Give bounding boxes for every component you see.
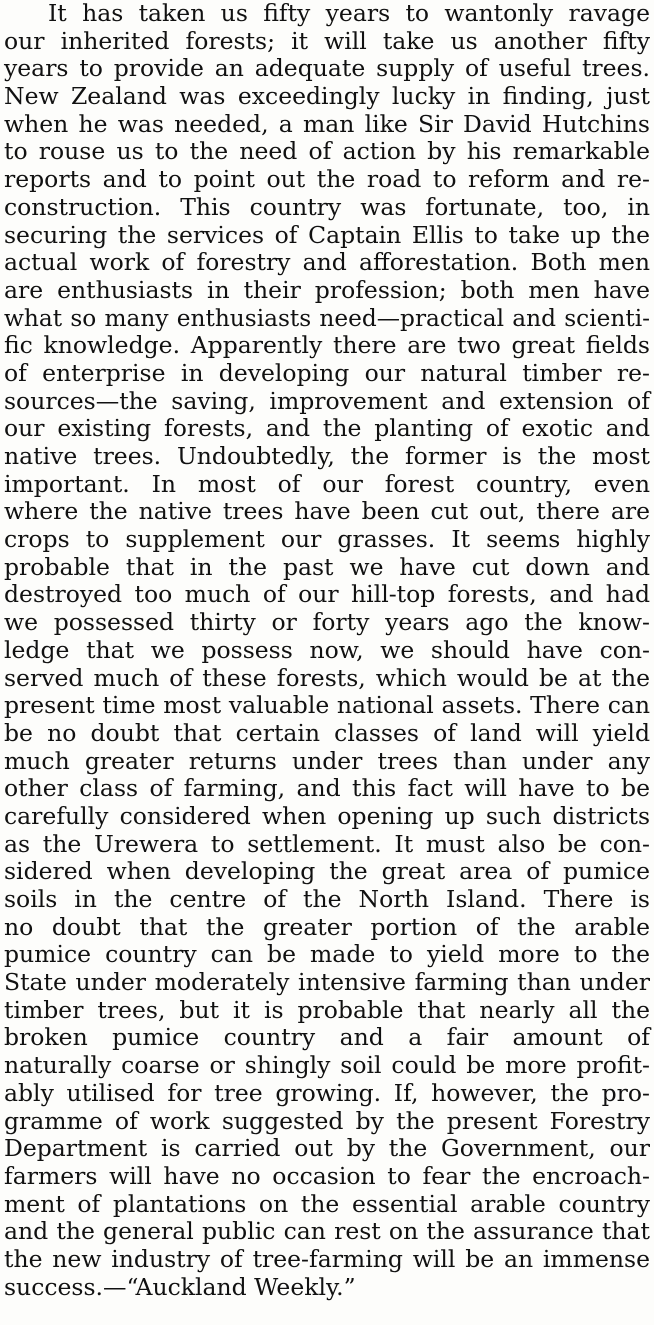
article-line: much greater returns under trees than under any [4,746,650,775]
article-line: New Zealand was exceedingly lucky in finding, just [4,82,650,111]
article-line: sidered when developing the great area of pumice [4,857,650,886]
article-line: gramme of work suggested by the present Forestry [4,1106,650,1135]
article-line: Department is carried out by the Government, our [4,1134,650,1163]
article-line: years to provide an adequate supply of useful trees. [4,54,650,83]
article-line: our existing forests, and the planting of exotic and [4,414,650,443]
article-line: securing the services of Captain Ellis to take up the [4,220,650,249]
article-line: pumice country can be made to yield more to the [4,940,650,969]
article-line: and the general public can rest on the assurance that [4,1217,650,1246]
article-line: construction. This country was fortunate, too, in [4,192,650,221]
article-line: destroyed too much of our hill-top forests, and had [4,580,650,609]
article-line: to rouse us to the need of action by his remarkable [4,137,650,166]
article-line: where the native trees have been cut out, there are [4,497,650,526]
article-line: other class of farming, and this fact will have to be [4,774,650,803]
article-line: broken pumice country and a fair amount of [4,1023,650,1052]
article-line: ledge that we possess now, we should have con- [4,635,650,664]
article-line: are enthusiasts in their profession; both men have [4,275,650,304]
article-line: when he was needed, a man like Sir David Hutchins [4,109,650,138]
article-line: soils in the centre of the North Island. There is [4,885,650,913]
article-line: carefully considered when opening up such districts [4,801,650,830]
article-line: ment of plantations on the essential arable country [4,1189,650,1218]
article-line: reports and to point out the road to reform and re- [4,165,650,194]
article-line: State under moderately intensive farming than under [4,968,650,997]
article-line: we possessed thirty or forty years ago the know- [4,608,650,637]
article-line: actual work of forestry and afforestation. Both men [4,248,650,277]
article-line: fic knowledge. Apparently there are two great fields [4,331,650,360]
article-line: what so many enthusiasts need—practical and scienti- [4,304,650,332]
article-line: be no doubt that certain classes of land will yield [4,718,650,747]
article-line: served much of these forests, which would be at the [4,663,650,692]
article-line-attribution: success.—“Auckland Weekly.” [4,1272,356,1301]
article-line: the new industry of tree-farming will be an immense [4,1244,650,1273]
article-line: crops to supplement our grasses. It seems highly [4,525,650,554]
article-line: farmers will have no occasion to fear the encroach- [4,1161,650,1190]
article-line: naturally coarse or shingly soil could be more profit- [4,1051,650,1080]
article-line: no doubt that the greater portion of the arable [4,912,650,941]
article-line: probable that in the past we have cut down and [4,552,650,581]
article-line: native trees. Undoubtedly, the former is the most [4,442,650,470]
article-line: as the Urewera to settlement. It must also be con- [4,829,650,858]
article-paragraph [4,0,650,1301]
article-line: It has taken us fifty years to wantonly ravage [48,0,650,27]
article-line: timber trees, but it is probable that nearly all the [4,995,650,1024]
article-line: important. In most of our forest country, even [4,469,650,498]
article-line: of enterprise in developing our natural timber re- [4,358,650,387]
article-line: ably utilised for tree growing. If, however, the pro- [4,1078,650,1107]
article-line: present time most valuable national assets. There can [4,691,650,720]
article-line: sources—the saving, improvement and extension of [4,386,650,415]
article-line: our inherited forests; it will take us another fifty [4,26,650,55]
